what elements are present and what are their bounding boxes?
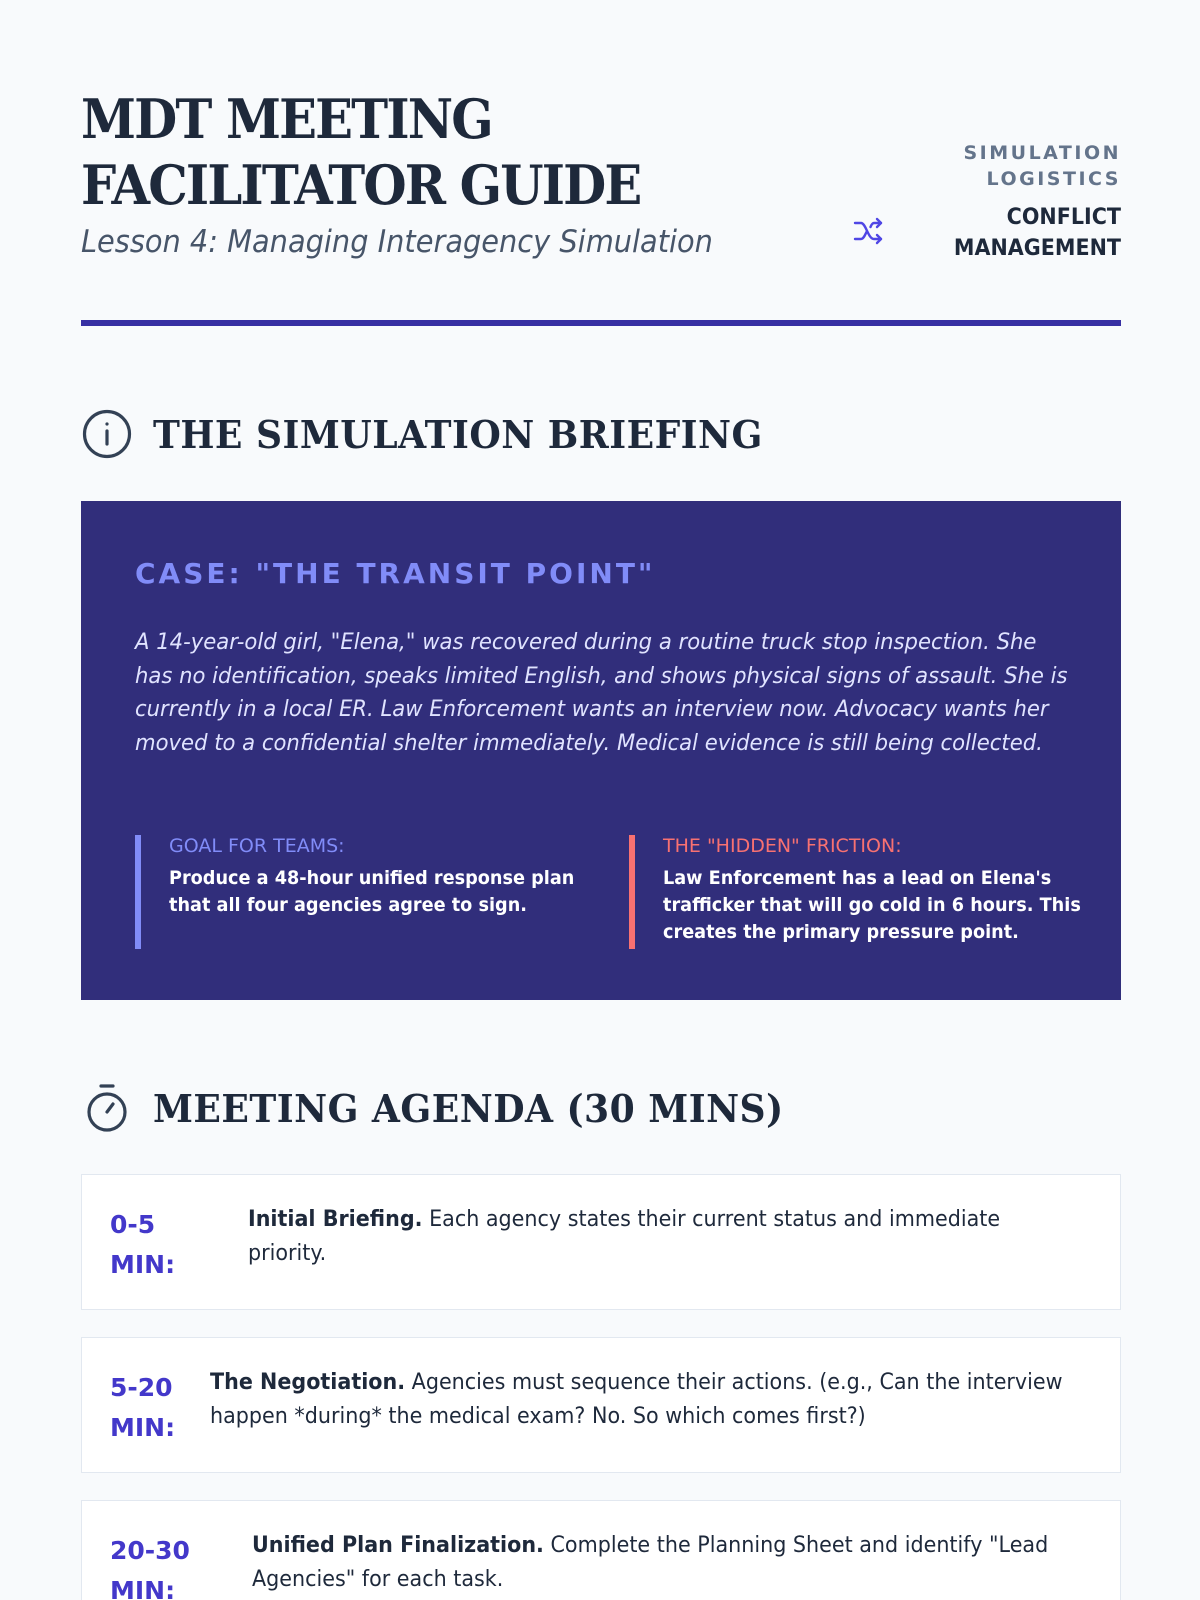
agenda-title: Initial Briefing. [248, 1207, 423, 1232]
agenda-item [81, 1337, 1121, 1473]
title-line-2: FACILITATOR GUIDE [81, 153, 641, 217]
page-subtitle: Lesson 4: Managing Interagency Simulation [81, 224, 713, 260]
briefing-section-heading [81, 408, 795, 460]
friction-callout [629, 835, 1079, 949]
goal-callout [135, 835, 615, 949]
agenda-description [248, 1203, 1075, 1271]
stopwatch-icon [81, 1082, 133, 1134]
goal-label: GOAL FOR TEAMS: [169, 835, 345, 857]
briefing-callouts [135, 835, 1081, 949]
case-description: A 14-year-old girl, "Elena," was recovered during a routine truck stop inspection. She has no identification, speaks limited English, and shows physical signs of assault. She is currently in a local ER. Law Enforcement wants an interview now. Advocacy wants her moved to a confidential shelter immediately. Medical evidence is still being collected. [135, 629, 1068, 756]
agenda-section-heading [81, 1082, 817, 1134]
header-divider [81, 320, 1121, 326]
simulation-logistics [931, 140, 1121, 264]
agenda-title: Unified Plan Finalization. [252, 1533, 544, 1558]
agenda-text: Each agency states their current status and immediate priority. [248, 1207, 1001, 1266]
agenda-time: 0-5 MIN: [110, 1210, 176, 1279]
agenda-item [81, 1500, 1121, 1600]
friction-text: Law Enforcement has a lead on Elena's trafficker that will go cold in 6 hours. This creates the primary pressure point. [663, 867, 1081, 943]
guide-header [81, 86, 1121, 326]
goal-text: Produce a 48-hour unified response plan that all four agencies agree to sign. [169, 867, 575, 916]
case-title: CASE: "THE TRANSIT POINT" [135, 557, 656, 590]
page-title [81, 86, 780, 218]
agenda-title: The Negotiation. [210, 1370, 406, 1395]
briefing-heading: THE SIMULATION BRIEFING [153, 411, 763, 457]
title-line-1: MDT MEETING [81, 87, 492, 151]
agenda-text: Agencies must sequence their actions. (e.g., Can the interview happen *during* the medical exam? No. So which comes first?) [210, 1370, 1063, 1429]
friction-label: THE "HIDDEN" FRICTION: [663, 835, 902, 857]
logistics-value: CONFLICT MANAGEMENT [953, 205, 1121, 261]
logistics-kicker: SIMULATION LOGISTICS [963, 142, 1121, 190]
shuffle-icon [852, 216, 886, 246]
agenda-item [81, 1174, 1121, 1310]
info-icon [81, 408, 133, 460]
agenda-description [252, 1529, 1079, 1597]
agenda-description [210, 1366, 1075, 1434]
agenda-time: 5-20 MIN: [110, 1373, 176, 1442]
agenda-text: Complete the Planning Sheet and identify "Lead Agencies" for each task. [252, 1533, 1049, 1592]
agenda-time: 20-30 MIN: [110, 1536, 190, 1600]
agenda-heading: MEETING AGENDA (30 MINS) [153, 1085, 784, 1131]
case-briefing-card [81, 501, 1121, 1000]
